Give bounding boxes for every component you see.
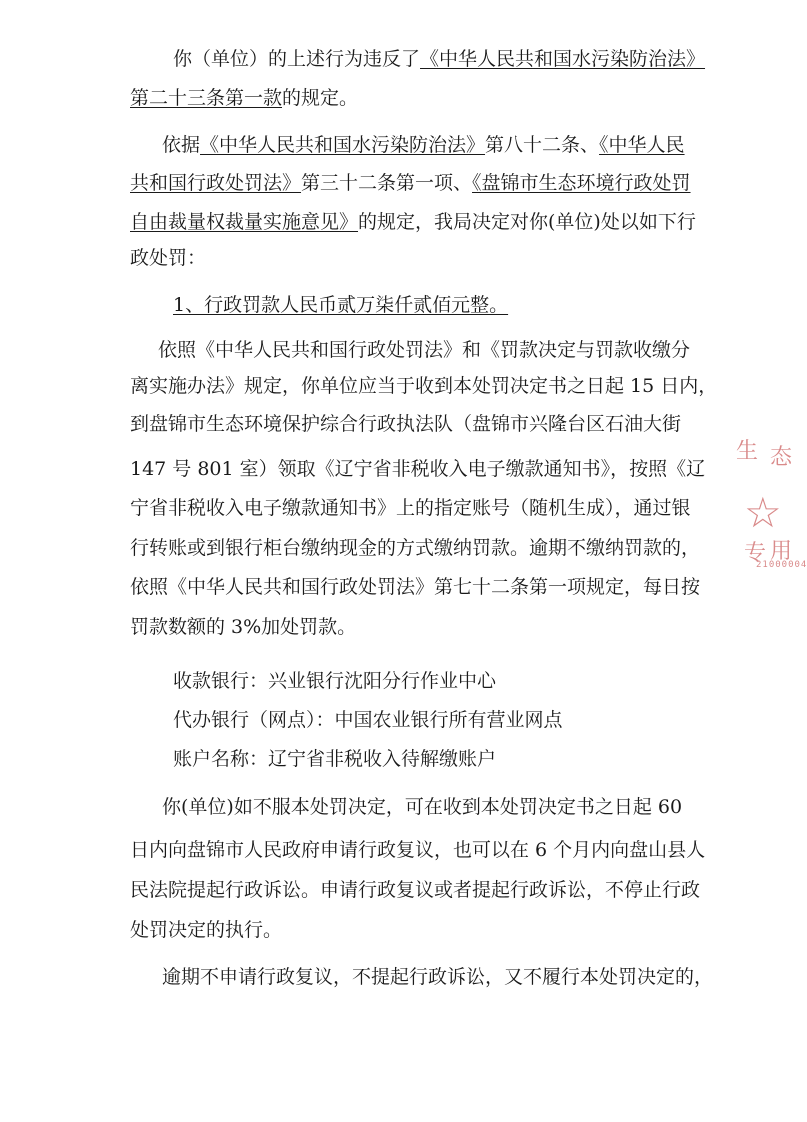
text: 你（单位）的上述行为违反了 bbox=[173, 48, 421, 70]
text: 行转账或到银行柜台缴纳现金的方式缴纳罚款。逾期不缴纳罚款的， bbox=[130, 537, 701, 559]
law-reference-link: 《中华人民共和国水污染防治法》 bbox=[420, 48, 706, 70]
text: 的规定。 bbox=[282, 87, 359, 109]
penalty-item-1 bbox=[0, 292, 793, 318]
text: 日内向盘锦市人民政府申请行政复议，也可以在 6 个月内向盘山县人 bbox=[130, 839, 706, 861]
text: 处罚决定的执行。 bbox=[130, 919, 283, 941]
penalty-text: 1、行政罚款人民币贰万柒仟贰佰元整。 bbox=[173, 294, 509, 316]
text: 民法院提起行政诉讼。申请行政复议或者提起行政诉讼，不停止行政 bbox=[130, 879, 701, 901]
text: 到盘锦市生态环境保护综合行政执法队（盘锦市兴隆台区石油大街 bbox=[130, 413, 682, 435]
paragraph-basis-line-4 bbox=[0, 245, 793, 271]
text: 147 号 801 室）领取《辽宁省非税收入电子缴款通知书》，按照《辽 bbox=[130, 458, 706, 480]
payment-paragraph-line-2 bbox=[0, 373, 793, 399]
payment-paragraph-line-5 bbox=[0, 495, 793, 521]
payment-paragraph-line-4 bbox=[0, 456, 793, 482]
law-reference: 共和国行政处罚法》 bbox=[130, 172, 302, 194]
official-seal-stamp bbox=[722, 430, 807, 590]
payment-paragraph-line-8 bbox=[0, 614, 793, 640]
article-reference: 第二十三条第一款 bbox=[130, 87, 283, 109]
payment-paragraph-line-1 bbox=[0, 337, 793, 363]
law-reference: 《中华人民共和国水污染防治法》 bbox=[200, 134, 486, 156]
payment-paragraph-line-6 bbox=[0, 535, 793, 561]
law-reference: 自由裁量权裁量实施意见》 bbox=[130, 211, 359, 233]
text: 收款银行：兴业银行沈阳分行作业中心 bbox=[173, 670, 497, 692]
receiving-bank bbox=[0, 668, 793, 694]
law-reference: 《中华人民 bbox=[599, 134, 685, 156]
text: 政处罚： bbox=[130, 247, 207, 269]
seal-char: 用 bbox=[770, 539, 793, 564]
text: 代办银行（网点）：中国农业银行所有营业网点 bbox=[173, 709, 563, 731]
text: 第八十二条、 bbox=[485, 134, 600, 156]
seal-code: 21000004 bbox=[756, 560, 807, 570]
enforcement-paragraph-line-1 bbox=[0, 964, 793, 990]
paragraph-basis-line-2 bbox=[0, 170, 793, 196]
appeal-paragraph-line-3 bbox=[0, 877, 793, 903]
text: 你(单位)如不服本处罚决定，可在收到本处罚决定书之日起 60 bbox=[162, 796, 683, 818]
law-reference: 《盘锦市生态环境行政处罚 bbox=[472, 172, 691, 194]
seal-char: 态 bbox=[770, 445, 793, 470]
text: 罚款数额的 3%加处罚款。 bbox=[130, 616, 357, 638]
appeal-paragraph-line-2 bbox=[0, 837, 793, 863]
seal-char: 专 bbox=[744, 541, 767, 566]
paragraph-basis-line-1 bbox=[0, 132, 793, 158]
payment-paragraph-line-7 bbox=[0, 574, 793, 600]
text: 第三十二条第一项、 bbox=[301, 172, 473, 194]
text: 的规定，我局决定对你(单位)处以如下行 bbox=[358, 211, 696, 233]
paragraph-violation-line-2 bbox=[0, 85, 793, 111]
text: 离实施办法》规定，你单位应当于收到本处罚决定书之日起 15 日内， bbox=[130, 375, 718, 397]
seal-char: 生 bbox=[736, 439, 759, 464]
text: 账户名称：辽宁省非税收入待解缴账户 bbox=[173, 748, 497, 770]
text: 依照《中华人民共和国行政处罚法》和《罚款决定与罚款收缴分 bbox=[158, 339, 691, 361]
paragraph-basis-line-3 bbox=[0, 209, 793, 235]
text: 宁省非税收入电子缴款通知书》上的指定账号（随机生成），通过银 bbox=[130, 497, 691, 519]
appeal-paragraph-line-4 bbox=[0, 917, 793, 943]
paragraph-violation-line-1 bbox=[0, 46, 793, 72]
account-name bbox=[0, 746, 793, 772]
text: 依照《中华人民共和国行政处罚法》第七十二条第一项规定，每日按 bbox=[130, 576, 701, 598]
appeal-paragraph-line-1 bbox=[0, 794, 793, 820]
text: 依据 bbox=[162, 134, 201, 156]
seal-star-icon: ☆ bbox=[744, 488, 782, 537]
payment-paragraph-line-3 bbox=[0, 411, 793, 437]
agent-bank bbox=[0, 707, 793, 733]
text: 逾期不申请行政复议，不提起行政诉讼，又不履行本处罚决定的， bbox=[162, 966, 714, 988]
